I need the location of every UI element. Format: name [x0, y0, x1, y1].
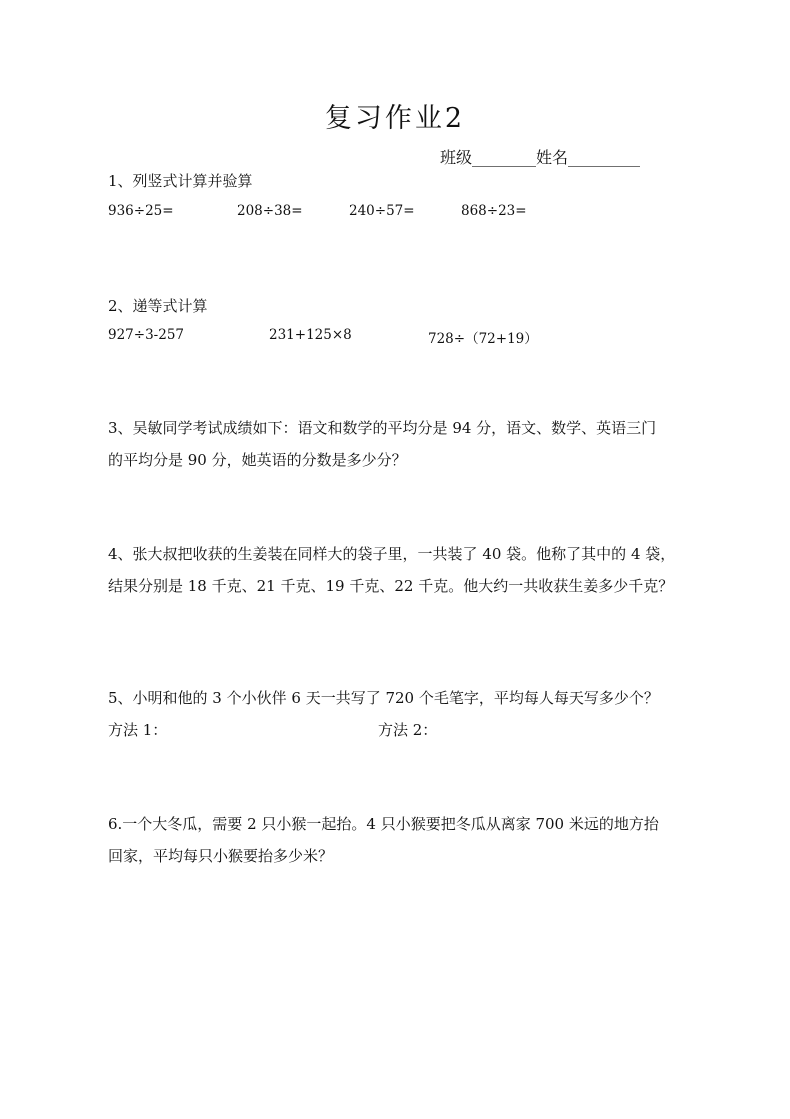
question-2-label: 2、递等式计算 — [108, 297, 208, 315]
name-blank: _________ — [568, 148, 641, 167]
question-3-line-2: 的平均分是 90 分，她英语的分数是多少分？ — [108, 451, 407, 469]
name-label: 姓名 — [536, 148, 569, 167]
question-6-line-2: 回家，平均每只小猴要抬多少米？ — [108, 847, 334, 865]
class-name-line — [440, 145, 640, 168]
q2-expression: 231+125×8 — [269, 327, 352, 343]
method-2-label: 方法 2： — [378, 721, 438, 739]
q2-expression: 927÷3-257 — [108, 327, 184, 343]
question-3-line-1: 3、吴敏同学考试成绩如下：语文和数学的平均分是 94 分，语文、数学、英语三门 — [108, 419, 657, 437]
page-title: 复习作业2 — [324, 103, 466, 134]
question-4-line-2: 结果分别是 18 千克、21 千克、19 千克、22 千克。他大约一共收获生姜多少千克？ — [108, 577, 674, 595]
question-6-line-1: 6.一个大冬瓜，需要 2 只小猴一起抬。4 只小猴要把冬瓜从离家 700 米远的地方抬 — [108, 815, 659, 833]
q1-expression: 240÷57= — [349, 203, 415, 219]
question-5-line-1: 5、小明和他的 3 个小伙伴 6 天一共写了 720 个毛笔字，平均每人每天写多少个？ — [108, 689, 659, 707]
question-6 — [108, 808, 688, 872]
q1-expression: 208÷38= — [237, 203, 303, 219]
question-3 — [108, 412, 688, 476]
question-5 — [108, 682, 688, 714]
q2-expression: 728÷（72+19） — [428, 331, 538, 347]
class-blank: ________ — [472, 148, 537, 167]
question-4 — [108, 538, 688, 602]
class-label: 班级 — [440, 148, 473, 167]
method-1-label: 方法 1： — [108, 721, 168, 739]
question-4-line-1: 4、张大叔把收获的生姜装在同样大的袋子里，一共装了 40 袋。他称了其中的 4 袋， — [108, 545, 676, 563]
q1-expression: 868÷23= — [461, 203, 527, 219]
q1-expression: 936÷25= — [108, 203, 174, 219]
question-1-label: 1、列竖式计算并验算 — [108, 172, 253, 190]
